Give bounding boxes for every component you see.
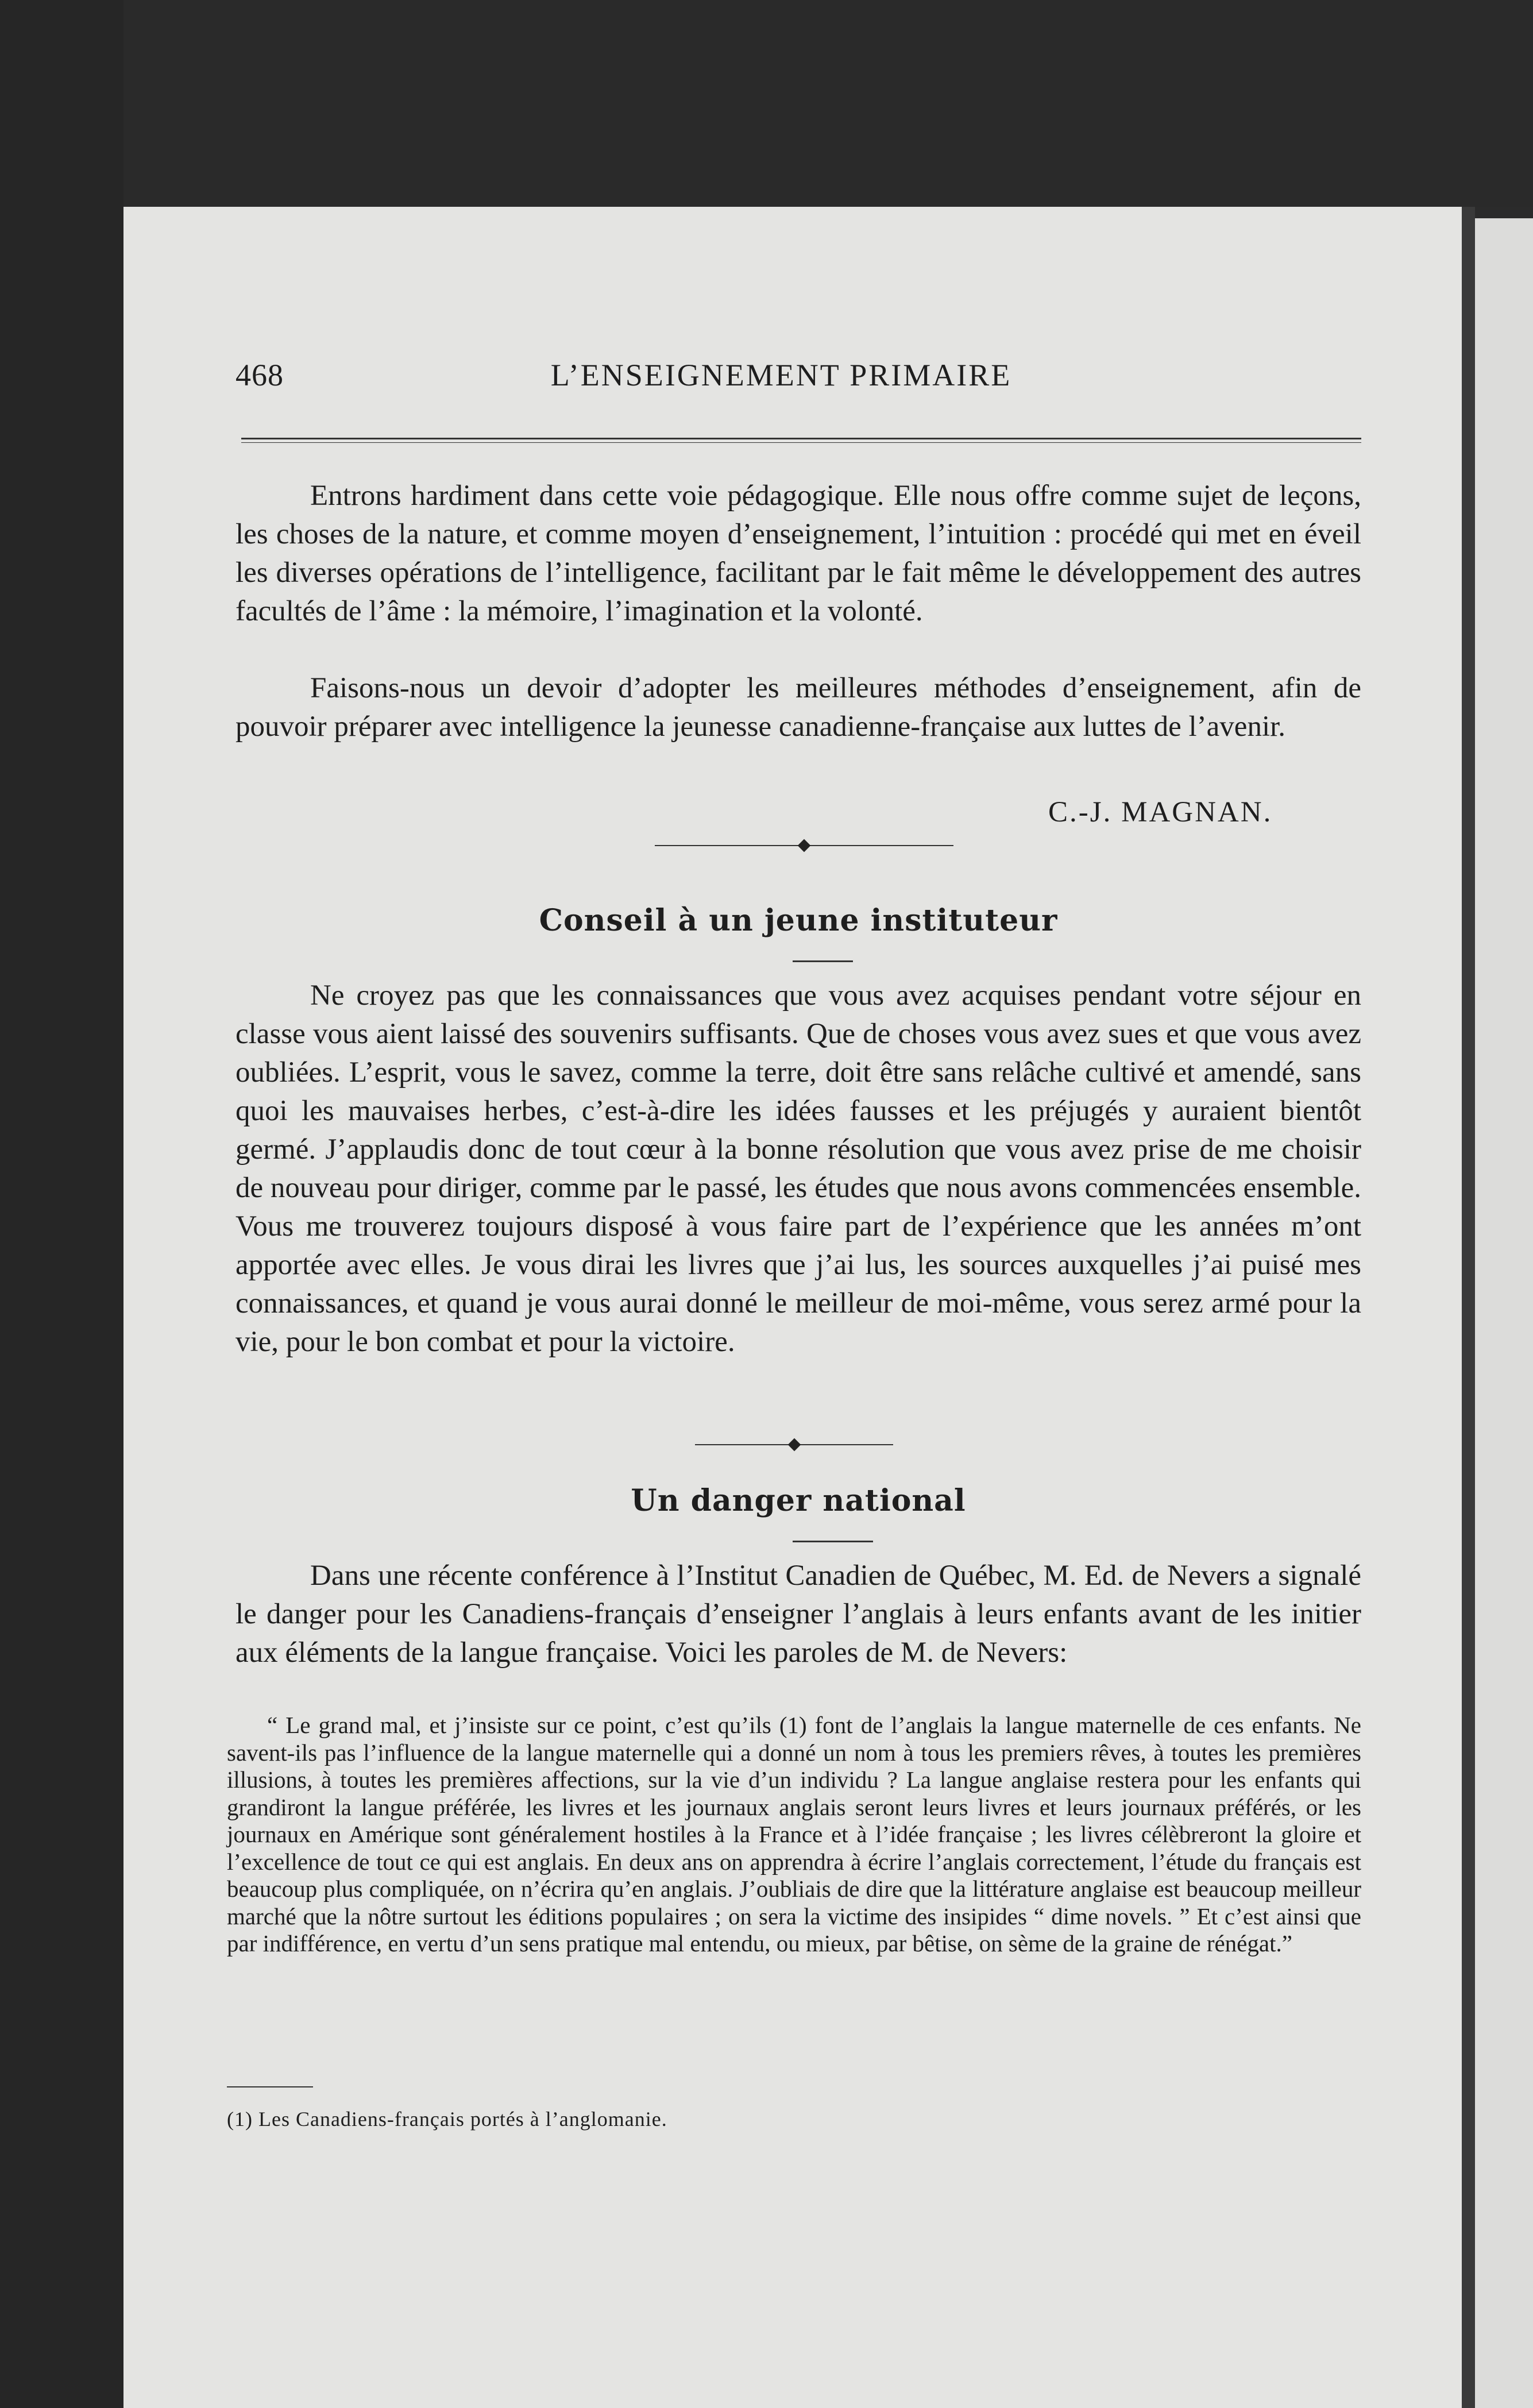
- ornament-diamond-icon: [787, 1438, 801, 1452]
- section-ornament-1: [655, 839, 953, 852]
- journal-title: L’ENSEIGNEMENT PRIMAIRE: [550, 358, 1012, 392]
- article1-paragraph-2: Faisons-nous un devoir d’adopter les meilleures méthodes d’enseignement, afin de pouvoir préparer avec intelligence la jeunesse canadienne-française aux luttes de l’avenir.: [235, 672, 1361, 743]
- page-gutter: [1462, 207, 1475, 2408]
- film-background-left: [0, 0, 123, 2408]
- footnote: (1) Les Canadiens-français portés à l’anglomanie.: [227, 2108, 667, 2131]
- section-ornament-2: [695, 1438, 893, 1452]
- article1-paragraph-1: Entrons hardiment dans cette voie pédagogique. Elle nous offre comme sujet de leçons, les choses de la nature, et comme moyen d’enseignement, l’intuition : procédé qui met en éveil les diverses opérations de l’intelligence, facilitant par le fait même le développement des autres facultés de l’âme : la mémoire, l’imagination et la volonté.: [235, 480, 1361, 627]
- article3-intro: Dans une récente conférence à l’Institut Canadien de Québec, M. Ed. de Nevers a signalé le danger pour les Canadiens-français d’enseigner l’anglais à leurs enfants avant de les initier aux éléments de la langue française. Voici les paroles de M. de Nevers:: [235, 1560, 1361, 1669]
- nevers-quotation: “ Le grand mal, et j’insiste sur ce point, c’est qu’ils (1) font de l’anglais la langue maternelle de ces enfants. Ne savent-ils pas l’influence de la langue maternelle qui a donné un nom à tous les premiers rêves, à toutes les premières illusions, à toutes les premières affections, sur la vie d’un individu ? La langue anglaise restera pour les enfants qui grandiront la langue préférée, les livres et les journaux anglais seront leurs livres et leurs journaux préférés, or les journaux en Amérique sont généralement hostiles à la France et à l’idée française ; les livres célèbreront la gloire et l’excellence de tout ce qui est anglais. En deux ans on apprendra à écrire l’anglais correctement, l’étude du français est beaucoup plus compliquée, on n’écrira qu’en anglais. J’oubliais de dire que la littérature anglaise est beaucoup meilleur marché que la nôtre surtout les éditions populaires ; on sera la victime des insipides “ dime novels. ” Et c’est ainsi que par indifférence, en vertu d’un sens pratique mal entendu, ou mieux, par bêtise, on sème de la graine de rénégat.”: [227, 1712, 1361, 1957]
- ornament-diamond-icon: [798, 839, 811, 852]
- article3-title: Un danger national: [631, 1483, 966, 1518]
- author-signature: C.-J. MAGNAN.: [1048, 796, 1273, 828]
- page-number: 468: [235, 358, 284, 392]
- footnote-rule: [227, 2086, 313, 2087]
- header-double-rule: [241, 438, 1361, 443]
- document-page: [123, 207, 1462, 2408]
- adjacent-page-edge: [1475, 218, 1533, 2408]
- film-background-top: [0, 0, 1533, 207]
- article2-title-rule: [793, 960, 853, 962]
- article2-body: Ne croyez pas que les connaissances que vous avez acquises pendant votre séjour en classe vous aient laissé des souvenirs suffisants. Que de choses vous avez sues et que vous avez oubliées. L’esprit, vous le savez, comme la terre, doit être sans relâche cultivé et amendé, sans quoi les mauvaises herbes, c’est-à-dire les idées fausses et les préjugés y auraient bientôt germé. J’applaudis donc de tout cœur à la bonne résolution que vous avez prise de me choisir de nouveau pour diriger, comme par le passé, les études que nous avons commencées ensemble. Vous me trouverez toujours disposé à vous faire part de l’expérience que les années m’ont apportée avec elles. Je vous dirai les livres que j’ai lus, les sources auxquelles j’ai puisé mes connaissances, et quand je vous aurai donné le meilleur de moi-même, vous serez armé pour la vie, pour le bon combat et pour la victoire.: [235, 979, 1361, 1358]
- running-head: [235, 357, 1361, 409]
- article2-title: Conseil à un jeune instituteur: [539, 903, 1058, 938]
- article3-title-rule: [793, 1541, 873, 1542]
